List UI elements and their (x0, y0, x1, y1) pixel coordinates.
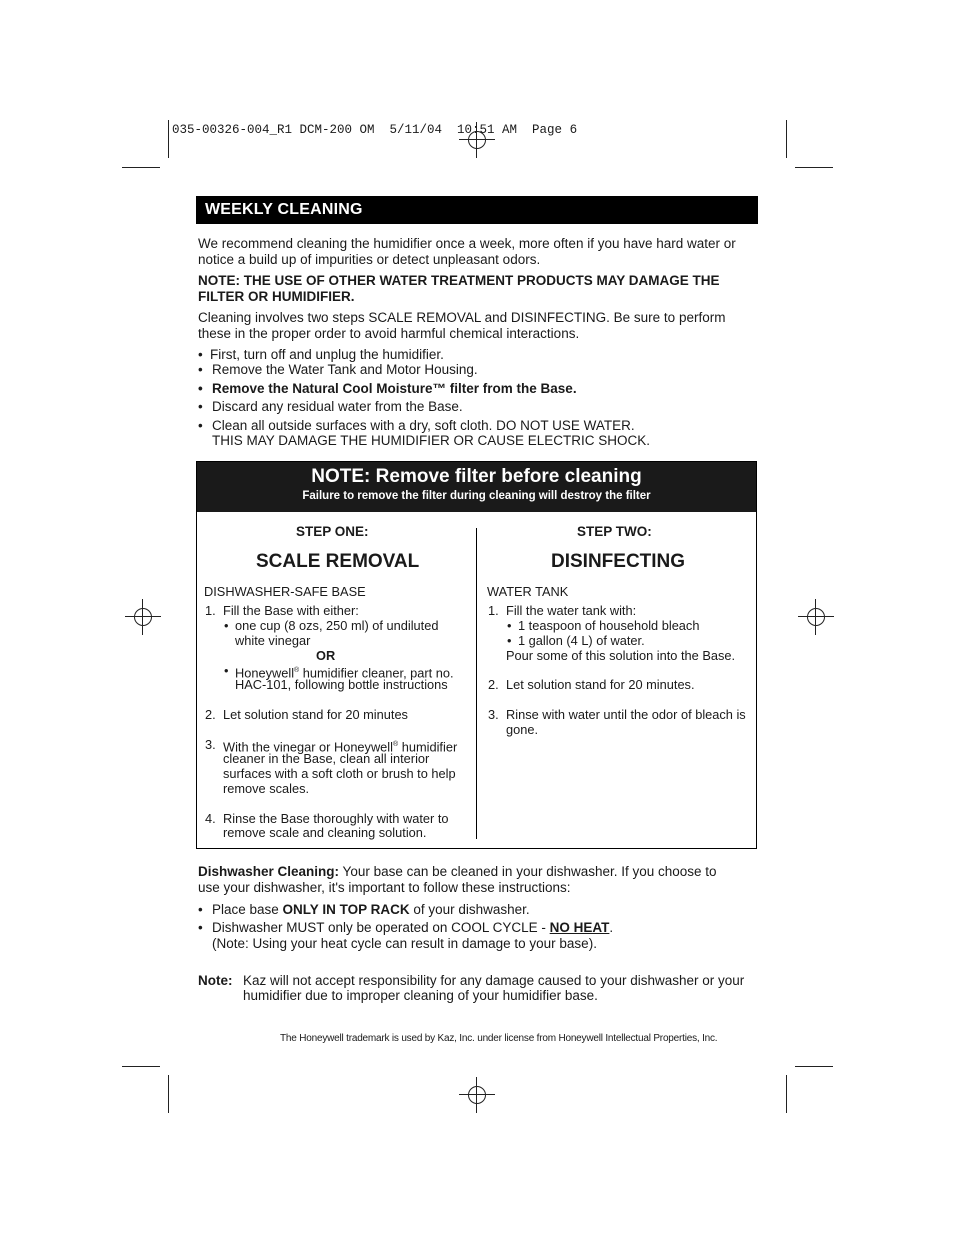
step-number: 3. (488, 707, 499, 722)
warning-line-2: FILTER OR HUMIDIFIER. (198, 289, 355, 304)
step-two-item-3-cont: gone. (506, 722, 539, 737)
crop-mark (122, 1066, 160, 1067)
step-one-item-4-cont: remove scale and cleaning solution. (223, 825, 427, 840)
crop-mark (786, 1075, 787, 1113)
step-one-item-1b-cont: HAC-101, following bottle instructions (235, 677, 448, 692)
note-box-subtitle: Failure to remove the filter during cleaning will destroy the filter (302, 490, 651, 502)
steps-intro: Cleaning involves two steps SCALE REMOVAL and DISINFECTING. Be sure to perform these in the proper order to avoid harmful chemical interactions. (198, 310, 726, 341)
step-number: 3. (205, 737, 216, 752)
step-two-label: STEP TWO: (577, 524, 652, 539)
trademark-notice: The Honeywell trademark is used by Kaz, Inc. under license from Honeywell Intellectual Properties, Inc. (280, 1033, 718, 1044)
step-two-subject: WATER TANK (487, 584, 569, 599)
step-one-item-1b: Honeywell® humidifier cleaner, part no. (235, 665, 454, 681)
crop-mark (168, 120, 169, 158)
final-note-text: Kaz will not accept responsibility for any damage caused to your dishwasher or your (243, 973, 745, 988)
section-header (196, 196, 758, 224)
step-two-item-3: Rinse with water until the odor of bleach is (506, 707, 746, 722)
step-one-item-4: Rinse the Base thoroughly with water to (223, 811, 449, 826)
step-one-item-1a-cont: white vinegar (235, 633, 311, 648)
or-separator: OR (316, 648, 336, 663)
registration-mark-icon (459, 1077, 495, 1113)
step-number: 1. (488, 603, 499, 618)
crop-mark (786, 120, 787, 158)
step-two-item-1b: 1 gallon (4 L) of water. (518, 633, 645, 648)
step-two-item-2: Let solution stand for 20 minutes. (506, 677, 695, 692)
step-one-item-3: With the vinegar or Honeywell® humidifier (223, 739, 458, 755)
crop-mark (122, 167, 160, 168)
bullet-mark: • (224, 618, 229, 633)
step-number: 4. (205, 811, 216, 826)
step-two-item-1: Fill the water tank with: (506, 603, 637, 618)
section-title: WEEKLY CLEANING (205, 201, 363, 218)
step-one-item-1: Fill the Base with either: (223, 603, 359, 618)
crop-mark (795, 167, 833, 168)
dishwasher-cleaning-paragraph: Dishwasher Cleaning: Your base can be cleaned in your dishwasher. If you choose to (198, 864, 717, 879)
crop-mark (168, 1075, 169, 1113)
warning-line-1: NOTE: THE USE OF OTHER WATER TREATMENT PRODUCTS MAY DAMAGE THE (198, 273, 720, 288)
step-one-item-3-cont: remove scales. (223, 781, 310, 796)
note-box-header (197, 462, 756, 512)
step-one-item-2: Let solution stand for 20 minutes (223, 707, 408, 722)
step-one-subject: DISHWASHER-SAFE BASE (204, 584, 366, 599)
step-one-item-1a: one cup (8 ozs, 250 ml) of undiluted (235, 618, 439, 633)
note-box-title: NOTE: Remove filter before cleaning (311, 466, 642, 487)
step-two-item-1c: Pour some of this solution into the Base. (506, 648, 736, 663)
step-one-label: STEP ONE: (296, 524, 369, 539)
bullet-mark: • (507, 633, 512, 648)
final-note-text-cont: humidifier due to improper cleaning of your humidifier base. (243, 988, 598, 1003)
bullet-mark: • (224, 663, 229, 678)
bullet-mark: • (507, 618, 512, 633)
step-one-item-3-cont: cleaner in the Base, clean all interior (223, 751, 430, 766)
final-note-label: Note: (198, 973, 233, 988)
step-number: 1. (205, 603, 216, 618)
column-divider (476, 528, 477, 839)
dishwasher-cleaning-paragraph-cont: use your dishwasher, it's important to follow these instructions: (198, 880, 571, 895)
crop-mark (795, 1066, 833, 1067)
step-two-item-1a: 1 teaspoon of household bleach (518, 618, 700, 633)
registration-mark-icon (125, 599, 161, 635)
step-one-item-3-cont: surfaces with a soft cloth or brush to help (223, 766, 456, 781)
step-two-title: DISINFECTING (551, 551, 686, 572)
step-number: 2. (205, 707, 216, 722)
print-slug: 035-00326-004_R1 DCM-200 OM 5/11/04 10:51 AM Page 6 (172, 123, 578, 137)
intro-paragraph: We recommend cleaning the humidifier once a week, more often if you have hard water or notice a build up of impurities or detect unpleasant odors. (198, 236, 736, 267)
step-number: 2. (488, 677, 499, 692)
registration-mark-icon (798, 599, 834, 635)
step-one-title: SCALE REMOVAL (256, 551, 420, 572)
